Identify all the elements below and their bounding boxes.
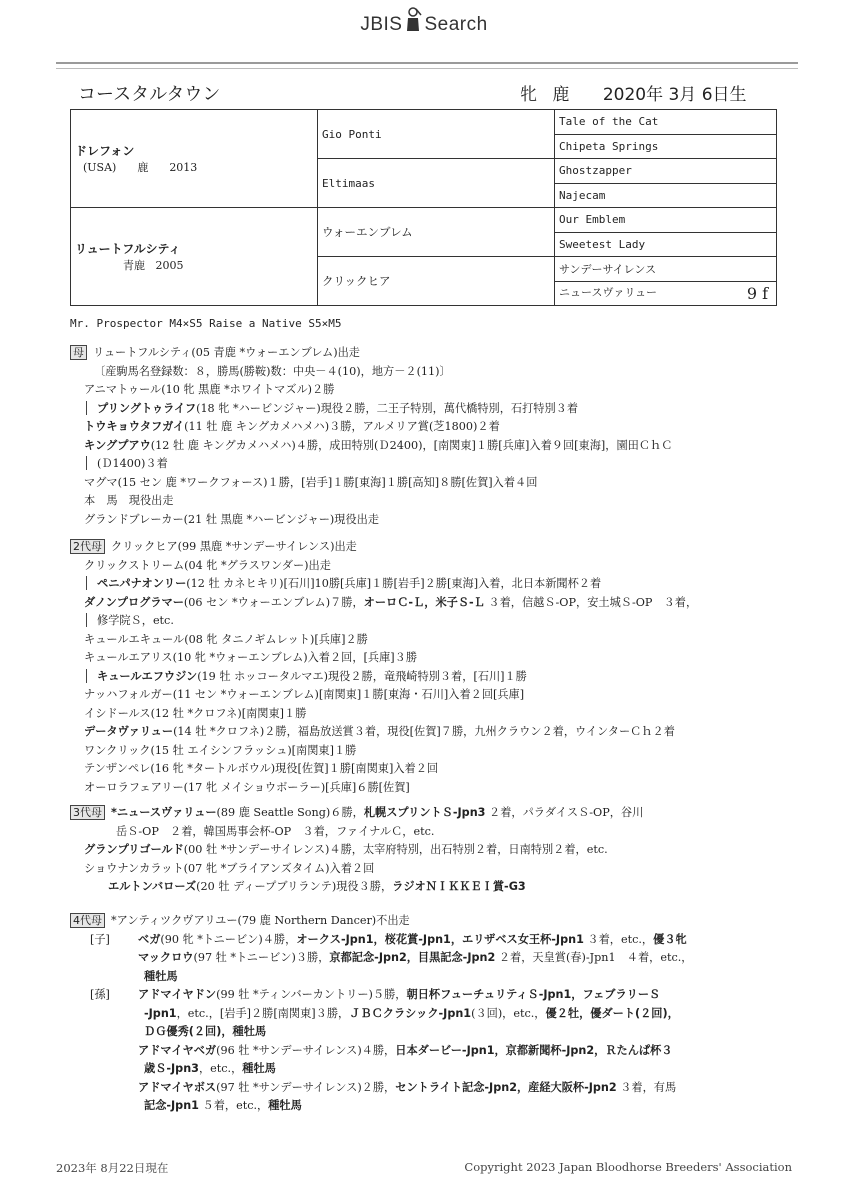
section-4th-dam (70, 912, 790, 1116)
g3-name: ニュースヴァリュー (559, 285, 658, 299)
g3-cell: Ghostzapper (555, 159, 777, 184)
logo-text-jbis: JBIS (360, 14, 403, 35)
g3-cell: Our Emblem (555, 208, 777, 233)
g3-cell: Sweetest Lady (555, 232, 777, 257)
record-line: [孫] アドマイヤドン(99 牡 *ティンバーカントリー)５勝，朝日杯フューチュリティＳ-Jpn1，フェブラリーＳ (90, 988, 661, 1001)
sire-dam: Eltimaas (318, 159, 555, 208)
record-line: データヴァリュー(14 牡 *クロフネ)２勝，福島放送賞３着，現役[佐賀]７勝，九州クラウン２着，ウインターＣｈ２着 (84, 725, 675, 738)
dam-cell (71, 208, 318, 306)
dam-year: 2005 (155, 259, 184, 272)
g3-cell: Tale of the Cat (555, 110, 777, 135)
record-line: ペニパナオンリー(12 牡 カネヒキリ)[石川]10勝[兵庫]１勝[岩手]２勝[東海]入着，北日本新聞杯２着 (70, 575, 790, 594)
record-line: キュールエアリス(10 牝 *ウォーエンブレム)入着２回，[兵庫]３勝 (84, 651, 418, 664)
sire-cell (71, 110, 318, 208)
record-line: エルトンバローズ(20 牡 ディープブリランテ)現役３勝，ラジオＮＩＫＫＥＩ賞-G3 (108, 880, 526, 893)
header-divider (56, 62, 798, 69)
dam-dam: クリックヒア (318, 257, 555, 306)
record-line: キュールエキュール(08 牝 タニノギムレット)[兵庫]２勝 (84, 632, 368, 646)
section-tag: 2代母 (70, 539, 105, 554)
record-line: テンザンペレ(16 牝 *タートルボウル)現役[佐賀]１勝[南関東]入着２回 (84, 762, 439, 775)
sire-color: 鹿 (137, 161, 149, 174)
record-line: ＤＧ優秀(２回)，種牡馬 (144, 1025, 267, 1038)
record-line: 〔産駒馬名登録数：８，勝馬(勝鞍)数：中央－４(10)，地方－２(11)〕 (94, 364, 451, 378)
dam-sire: ウォーエンブレム (318, 208, 555, 257)
horse-info (520, 80, 757, 105)
horse-sex: 牝 (520, 85, 537, 105)
horse-birth: 2020年 3月 6日生 (602, 85, 747, 105)
record-line: ショウナンカラット(07 牝 *ブライアンズタイム)入着２回 (84, 861, 375, 875)
record-line: -Jpn1，etc.，[岩手]２勝[南関東]３勝，ＪＢＣクラシック-Jpn1(３回)，etc.，優２牡，優ダート(２回)， (144, 1006, 679, 1020)
record-line: ワンクリック(15 牡 エイシンフラッシュ)[南関東]１勝 (84, 743, 357, 757)
record-line: クリックストリーム(04 牝 *グラスワンダー)出走 (84, 558, 331, 572)
record-line: [子] ベガ(90 牝 *トニービン)４勝，オークス-Jpn1，桜花賞-Jpn1，エリザベス女王杯-Jpn1 ３着，etc.，優３牝 (90, 932, 687, 946)
record-line: アニマトゥール(10 牝 黒鹿 *ホワイトマズル)２勝 (84, 383, 335, 396)
horse-head-icon (403, 6, 423, 30)
record-line: 本 馬 現役出走 (84, 494, 174, 507)
footer-copyright: Copyright 2023 Japan Bloodhorse Breeders' Association (464, 1160, 792, 1174)
g3-cell: Najecam (555, 183, 777, 208)
section-3rd-dam: 3代母 *ニュースヴァリュー(89 鹿 Seattle Song)６勝，札幌スプリントＳ-Jpn3 ２着，パラダイスＳ-OP，谷川 岳Ｓ-OP ２着，韓国馬事会杯-OP ３着，ファイナルＣ，etc. グランプリゴールド(00 牡 *サンデーサイレンス)４勝，太宰府特別，出石特別２着，日南特別２着，etc. ショウナンカラット(07 牝 *ブライアンズタイム)入着２回 エルトンバローズ(20 牡 ディープブリランテ)現役３勝，ラジオＮＩＫＫＥＩ賞-G3 (70, 804, 790, 897)
section-head: リュートフルシティ(05 青鹿 *ウォーエンブレム)出走 (93, 346, 360, 359)
record-line: ナッハフォルガー(11 セン *ウォーエンブレム)[南関東]１勝[東海・石川]入着２回[兵庫] (84, 688, 525, 701)
g3-cell (555, 281, 777, 306)
record-line: プリングトゥライフ(18 牝 *ハービンジャー)現役２勝，二王子特別，萬代橋特別，石打特別３着 (70, 400, 790, 419)
record-line: イシドールス(12 牡 *クロフネ)[南関東]１勝 (84, 706, 307, 720)
record-line: アドマイヤボス(97 牡 *サンデーサイレンス)２勝，セントライト記念-Jpn2，産経大阪杯-Jpn2 ３着，有馬 (138, 1080, 677, 1094)
record-line: 岳Ｓ-OP ２着，韓国馬事会杯-OP ３着，ファイナルＣ，etc. (116, 824, 435, 838)
record-line: グランドブレーカー(21 牡 黒鹿 *ハービンジャー)現役出走 (84, 512, 380, 526)
dam-name: リュートフルシティ (75, 242, 181, 256)
record-line: (Ｄ1400)３着 (70, 455, 790, 474)
sire-year: 2013 (169, 161, 198, 174)
horse-name: コースタルタウン (78, 84, 221, 105)
sire-detail (75, 159, 313, 175)
record-line: アドマイヤベガ(96 牡 *サンデーサイレンス)４勝，日本ダービー-Jpn1，京都新聞杯-Jpn2，Ｒたんぱ杯３ (138, 1043, 673, 1057)
jbis-logo (0, 6, 848, 36)
sire-origin: (USA) (83, 161, 117, 174)
record-line: キュールエフウジン(19 牡 ホッコータルマエ)現役２勝，竜飛崎特別３着，[石川]１勝 (70, 668, 790, 687)
section-tag: 3代母 (70, 805, 105, 820)
record-line: 歳Ｓ-Jpn3，etc.，種牡馬 (144, 1062, 276, 1075)
section-2nd-dam (70, 538, 790, 797)
record-line: キングプアウ(12 牡 鹿 キングカメハメハ)４勝，成田特別(Ｄ2400)，[南関東]１勝[兵庫]入着９回[東海]，園田ＣｈＣ (84, 438, 673, 452)
record-line: マグマ(15 セン 鹿 *ワークフォース)１勝，[岩手]１勝[東海]１勝[高知]８勝[佐賀]入着４回 (84, 475, 538, 489)
record-line: ダノンプログラマー(06 セン *ウォーエンブレム)７勝，オーロＣ-Ｌ，米子Ｓ-Ｌ ３着，信越Ｓ-OP，安土城Ｓ-OP ３着， (84, 595, 698, 609)
section-dam (70, 344, 790, 529)
section-tag: 4代母 (70, 913, 105, 928)
record-line: 修学院Ｓ，etc. (70, 612, 790, 631)
sire-name: ドレフォン (75, 144, 135, 158)
record-line: 種牡馬 (144, 969, 178, 983)
record-line: 記念-Jpn1 ５着，etc.，種牡馬 (144, 1099, 302, 1112)
section-head: クリックヒア(99 黒鹿 *サンデーサイレンス)出走 (111, 540, 357, 553)
record-line: トウキョウタフガイ(11 牡 鹿 キングカメハメハ)３勝，アルメリア賞(芝1800)２着 (84, 420, 500, 433)
record-line: マックロウ(97 牡 *トニービン)３勝，京都記念-Jpn2，目黒記念-Jpn2 ２着，天皇賞(春)-Jpn1 ４着，etc.， (138, 951, 693, 964)
g3-cell: サンデーサイレンス (555, 257, 777, 282)
pedigree-table (70, 109, 777, 306)
horse-color: 鹿 (552, 85, 570, 105)
footer-date: 2023年 8月22日現在 (56, 1161, 169, 1175)
g3-cell: Chipeta Springs (555, 134, 777, 159)
dam-color: 青鹿 (123, 259, 145, 272)
record-line: グランプリゴールド(00 牡 *サンデーサイレンス)４勝，太宰府特別，出石特別２着，日南特別２着，etc. (84, 843, 608, 856)
family-number: 9 f (746, 283, 768, 303)
section-tag: 母 (70, 345, 87, 360)
record-line: オーロラフェアリー(17 牝 メイショウボーラー)[兵庫]６勝[佐賀] (84, 780, 410, 794)
dam-detail (75, 257, 313, 273)
sire-sire: Gio Ponti (318, 110, 555, 159)
inbreeding-line: Mr. Prospector M4×S5 Raise a Native S5×M5 (70, 317, 342, 330)
section-head: *アンティツクヴアリユー(79 鹿 Northern Dancer)不出走 (111, 914, 410, 927)
logo-text-search: Search (424, 14, 488, 35)
